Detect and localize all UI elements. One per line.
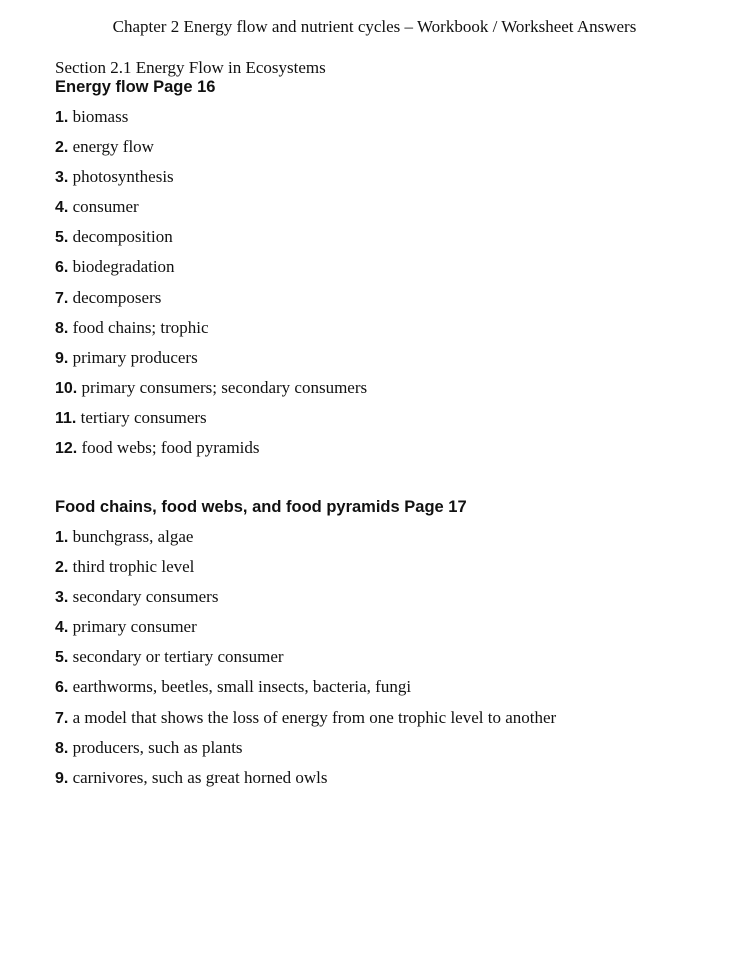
answer-text: food webs; food pyramids bbox=[81, 438, 260, 458]
answer-number: 2. bbox=[55, 139, 69, 157]
answer-item bbox=[55, 137, 367, 167]
answer-text: energy flow bbox=[72, 137, 154, 157]
answer-number: 11. bbox=[55, 409, 77, 427]
answer-number: 2. bbox=[55, 559, 69, 577]
document-title: Chapter 2 Energy flow and nutrient cycles – Workbook / Worksheet Answers bbox=[112, 17, 637, 36]
answer-number: 1. bbox=[55, 529, 69, 546]
answer-item bbox=[55, 708, 556, 738]
answer-text: third trophic level bbox=[72, 557, 195, 577]
answer-number: 1. bbox=[55, 109, 69, 126]
answer-item bbox=[55, 348, 367, 378]
answer-number: 3. bbox=[55, 589, 69, 607]
answer-item bbox=[55, 257, 367, 287]
answer-text: primary producers bbox=[72, 347, 198, 367]
answer-text: earthworms, beetles, small insects, bacteria, fungi bbox=[72, 677, 412, 697]
answer-text: bunchgrass, algae bbox=[72, 527, 194, 546]
answer-text: consumer bbox=[72, 197, 139, 217]
answer-number: 10. bbox=[55, 379, 78, 397]
answer-item bbox=[55, 408, 367, 438]
answer-text: secondary consumers bbox=[72, 587, 219, 607]
answer-item bbox=[55, 647, 556, 677]
answer-number: 9. bbox=[55, 769, 69, 787]
answer-item bbox=[55, 107, 367, 137]
answer-number: 4. bbox=[55, 619, 69, 637]
answer-item bbox=[55, 378, 367, 408]
answer-text: primary consumers; secondary consumers bbox=[81, 377, 368, 397]
answer-number: 5. bbox=[55, 649, 69, 667]
answer-text: decomposition bbox=[72, 227, 173, 247]
answer-number: 7. bbox=[55, 709, 69, 727]
answer-text: food chains; trophic bbox=[72, 317, 209, 337]
answer-text: carnivores, such as great horned owls bbox=[72, 767, 328, 787]
answer-item bbox=[55, 617, 556, 647]
answer-text: photosynthesis bbox=[72, 167, 174, 187]
answer-number: 7. bbox=[55, 289, 69, 307]
answer-number: 8. bbox=[55, 319, 69, 337]
answer-item bbox=[55, 438, 367, 468]
answer-number: 12. bbox=[55, 440, 78, 458]
answer-number: 6. bbox=[55, 679, 69, 697]
section-title: Section 2.1 Energy Flow in Ecosystems bbox=[55, 58, 326, 77]
answer-number: 5. bbox=[55, 229, 69, 247]
answer-item bbox=[55, 768, 556, 798]
answer-text: primary consumer bbox=[72, 617, 197, 637]
answer-text: biomass bbox=[72, 107, 129, 126]
answer-item bbox=[55, 288, 367, 318]
answer-list bbox=[55, 107, 367, 468]
part-heading: Food chains, food webs, and food pyramids Page 17 bbox=[55, 498, 467, 516]
answer-list bbox=[55, 527, 556, 798]
answer-number: 8. bbox=[55, 739, 69, 757]
answer-item bbox=[55, 677, 556, 707]
answer-number: 4. bbox=[55, 199, 69, 217]
answer-item bbox=[55, 738, 556, 768]
answer-text: decomposers bbox=[72, 287, 162, 307]
answer-text: producers, such as plants bbox=[72, 737, 243, 757]
answer-text: biodegradation bbox=[72, 257, 175, 277]
part-heading: Energy flow Page 16 bbox=[55, 78, 216, 96]
answer-number: 3. bbox=[55, 169, 69, 187]
answer-item bbox=[55, 527, 556, 557]
answer-item bbox=[55, 167, 367, 197]
answer-text: secondary or tertiary consumer bbox=[72, 647, 284, 667]
answer-number: 9. bbox=[55, 349, 69, 367]
answer-item bbox=[55, 587, 556, 617]
answer-item bbox=[55, 227, 367, 257]
answer-item bbox=[55, 318, 367, 348]
answer-number: 6. bbox=[55, 259, 69, 277]
answer-item bbox=[55, 557, 556, 587]
answer-text: tertiary consumers bbox=[80, 407, 207, 427]
answer-text: a model that shows the loss of energy from one trophic level to another bbox=[72, 707, 557, 727]
answer-item bbox=[55, 197, 367, 227]
